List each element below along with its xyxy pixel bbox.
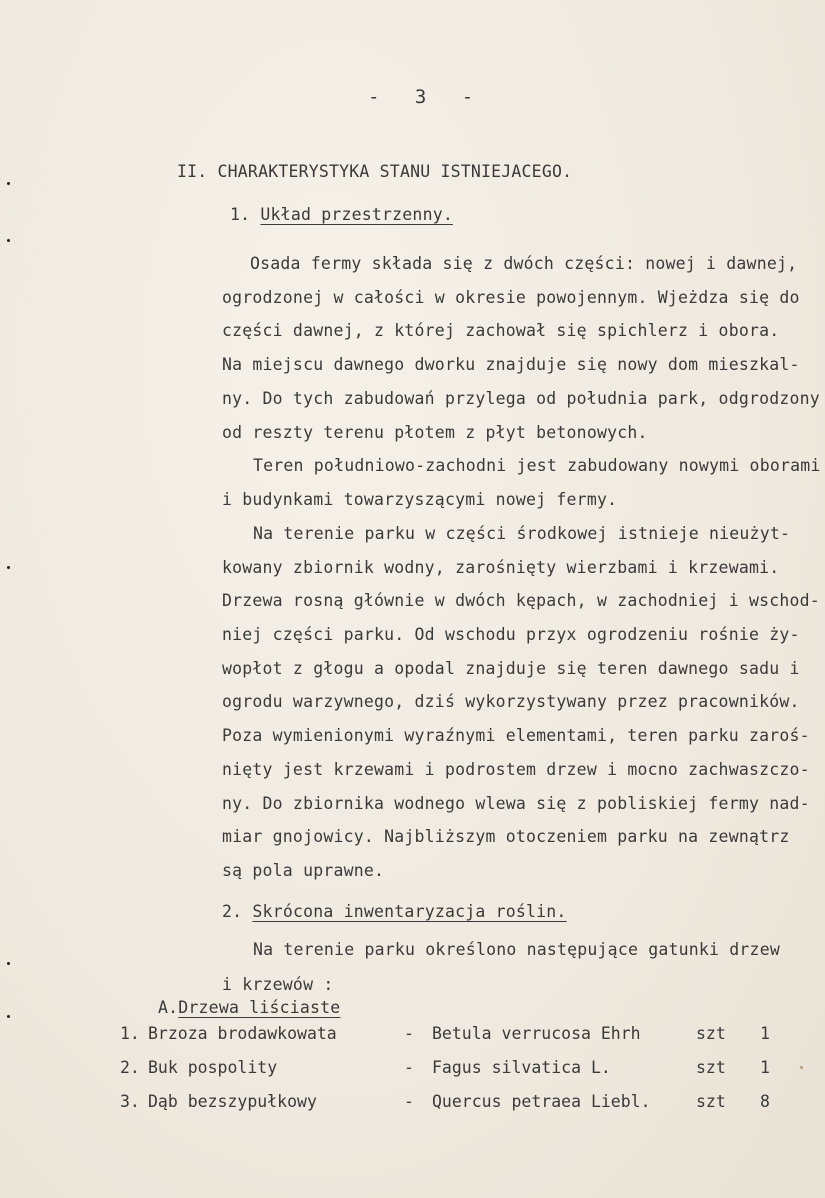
subsection-number: 1. [230, 205, 251, 224]
species-latin: Fagus silvatica L. [432, 1058, 611, 1077]
species-dash: - [404, 1092, 414, 1111]
body-line: Drzewa rosną głównie w dwóch kępach, w zachodniej i wschod- [222, 591, 820, 610]
body-line: ny. Do zbiornika wodnego wlewa się z pobliskiej fermy nad- [222, 794, 810, 813]
body-line: Poza wymienionymi wyraźnymi elementami, teren parku zaroś- [222, 726, 810, 745]
body-line: Na terenie parku w części środkowej istnieje nieużyt- [253, 524, 791, 543]
species-dash: - [404, 1024, 414, 1043]
species-latin: Quercus petraea Liebl. [432, 1092, 651, 1111]
body-line: miar gnojowicy. Najbliższym otoczeniem parku na zewnątrz [222, 827, 790, 846]
margin-mark [7, 566, 10, 569]
body-line: ogrodzonej w całości w okresie powojennym. Wjeżdza się do [222, 288, 800, 307]
group-prefix: A. [158, 998, 179, 1017]
group-title: Drzewa liściaste [178, 998, 341, 1017]
subsection-title: Skrócona inwentaryzacja roślin. [252, 902, 567, 921]
margin-mark [800, 1066, 803, 1069]
body-line: niej części parku. Od wschodu przyx ogrodzeniu rośnie ży- [222, 625, 800, 644]
species-count: 8 [760, 1092, 770, 1111]
body-line: są pola uprawne. [222, 861, 385, 880]
intro-line: i krzewów : [222, 975, 334, 994]
intro-line: Na terenie parku określono następujące gatunki drzew [253, 940, 780, 959]
body-line: ogrodu warzywnego, dziś wykorzystywany przez pracowników. [222, 692, 800, 711]
page-number: - 3 - [368, 86, 486, 108]
subsection-number: 2. [222, 902, 243, 921]
species-number: 2. [120, 1058, 140, 1077]
margin-mark [7, 239, 10, 242]
species-count: 1 [760, 1024, 770, 1043]
margin-mark [7, 962, 10, 965]
subsection-title: Układ przestrzenny. [260, 205, 453, 224]
species-unit: szt [696, 1058, 726, 1077]
body-line: Osada fermy składa się z dwóch części: nowej i dawnej, [250, 254, 798, 273]
body-line: kowany zbiornik wodny, zarośnięty wierzbami i krzewami. [222, 558, 780, 577]
body-line: Na miejscu dawnego dworku znajduje się nowy dom mieszkal- [222, 355, 800, 374]
body-line: wopłot z głogu a opodal znajduje się teren dawnego sadu i [222, 659, 800, 678]
body-line: ny. Do tych zabudowań przylega od południa park, odgrodzony [222, 389, 820, 408]
body-line: części dawnej, z której zachował się spichlerz i obora. [222, 321, 780, 340]
margin-mark [7, 182, 10, 185]
species-unit: szt [696, 1024, 726, 1043]
species-number: 1. [120, 1024, 140, 1043]
species-dash: - [404, 1058, 414, 1077]
body-line: od reszty terenu płotem z płyt betonowych. [222, 423, 648, 442]
species-unit: szt [696, 1092, 726, 1111]
species-name: Dąb bezszypułkowy [148, 1092, 317, 1111]
margin-mark [7, 1015, 10, 1018]
body-line: Teren południowo-zachodni jest zabudowany nowymi oborami [253, 456, 821, 475]
body-line: nięty jest krzewami i podrostem drzew i mocno zachwaszczo- [222, 760, 810, 779]
species-count: 1 [760, 1058, 770, 1077]
species-name: Buk pospolity [148, 1058, 278, 1077]
body-line: i budynkami towarzyszącymi nowej fermy. [222, 490, 618, 509]
subsection-heading [222, 902, 567, 921]
group-heading [158, 998, 340, 1017]
species-number: 3. [120, 1092, 140, 1111]
species-name: Brzoza brodawkowata [148, 1024, 337, 1043]
subsection-heading [230, 205, 453, 224]
species-latin: Betula verrucosa Ehrh [432, 1024, 641, 1043]
section-heading: II. CHARAKTERYSTYKA STANU ISTNIEJACEGO. [177, 162, 573, 181]
